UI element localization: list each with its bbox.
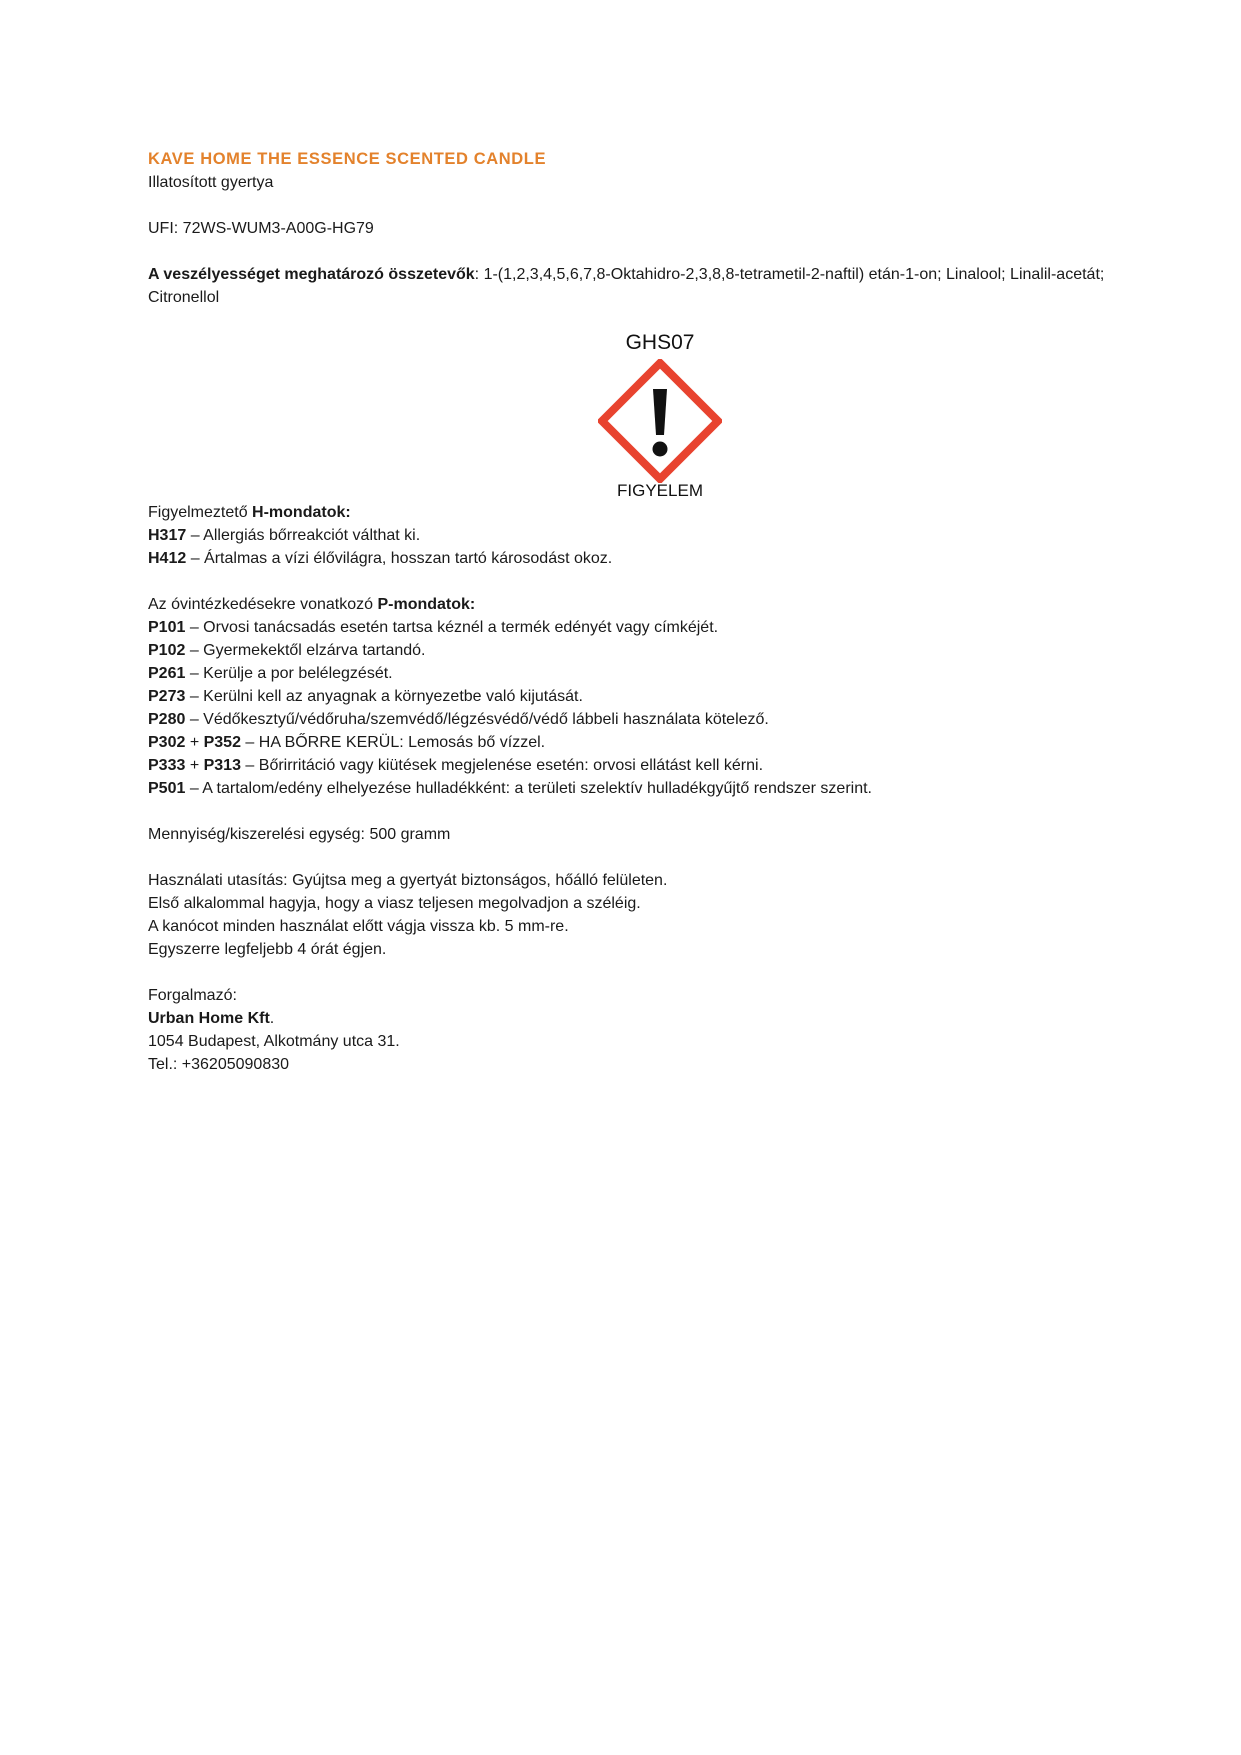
p-statement: P302 + P352 – HA BŐRRE KERÜL: Lemosás bő vízzel. [148,734,546,751]
usage-line: A kanócot minden használat előtt vágja vissza kb. 5 mm-re. [148,918,569,935]
p-statement: P333 + P313 – Bőrirritáció vagy kiütések megjelenése esetén: orvosi ellátást kell kérni. [148,757,764,774]
usage-line: Egyszerre legfeljebb 4 órát égjen. [148,941,387,958]
p-statements-intro: Az óvintézkedésekre vonatkozó P-mondatok: [148,596,476,613]
signal-word: FIGYELEM [617,481,703,500]
p-statement: P102 – Gyermekektől elzárva tartandó. [148,642,426,659]
h-statement: H317 – Allergiás bőrreakciót válthat ki. [148,527,421,544]
exclamation-mark-diamond-icon [598,359,722,483]
usage-line: Használati utasítás: Gyújtsa meg a gyertyát biztonságos, hőálló felületen. [148,872,668,889]
distributor-address: 1054 Budapest, Alkotmány utca 31. [148,1033,400,1050]
ghs-code: GHS07 [625,331,695,354]
product-subtitle: Illatosított gyertya [148,174,274,191]
product-title: KAVE HOME THE ESSENCE SCENTED CANDLE [148,150,547,168]
distributor-phone: Tel.: +36205090830 [148,1056,290,1073]
h-statements-intro: Figyelmeztető H-mondatok: [148,504,351,521]
hazard-components [148,263,1108,309]
usage-line: Első alkalommal hagyja, hogy a viasz teljesen megolvadjon a széléig. [148,895,641,912]
distributor-name: Urban Home Kft. [148,1010,275,1027]
quantity: Mennyiség/kiszerelési egység: 500 gramm [148,826,451,843]
label-document [148,148,1108,1076]
p-statement: P261 – Kerülje a por belélegzését. [148,665,393,682]
p-statement: P280 – Védőkesztyű/védőruha/szemvédő/légzésvédő/védő lábbeli használata kötelező. [148,711,769,728]
hazard-components-label: A veszélyességet meghatározó összetevők [148,266,475,283]
p-statement: P501 – A tartalom/edény elhelyezése hulladékként: a területi szelektív hulladékgyűjtő rendszer szerint. [148,780,872,797]
ufi-code: UFI: 72WS-WUM3-A00G-HG79 [148,220,374,237]
ghs-pictogram [560,331,760,501]
h-statement: H412 – Ártalmas a vízi élővilágra, hosszan tartó károsodást okoz. [148,550,613,567]
distributor-label: Forgalmazó: [148,987,237,1004]
hazard-components-text: : 1-(1,2,3,4,5,6,7,8-Oktahidro-2,3,8,8-tetrametil-2-naftil) etán-1-on; Linalool; Linalil-acetát; Citronellol [148,266,1105,306]
p-statement: P273 – Kerülni kell az anyagnak a környezetbe való kijutását. [148,688,583,705]
p-statement: P101 – Orvosi tanácsadás esetén tartsa kéznél a termék edényét vagy címkéjét. [148,619,719,636]
